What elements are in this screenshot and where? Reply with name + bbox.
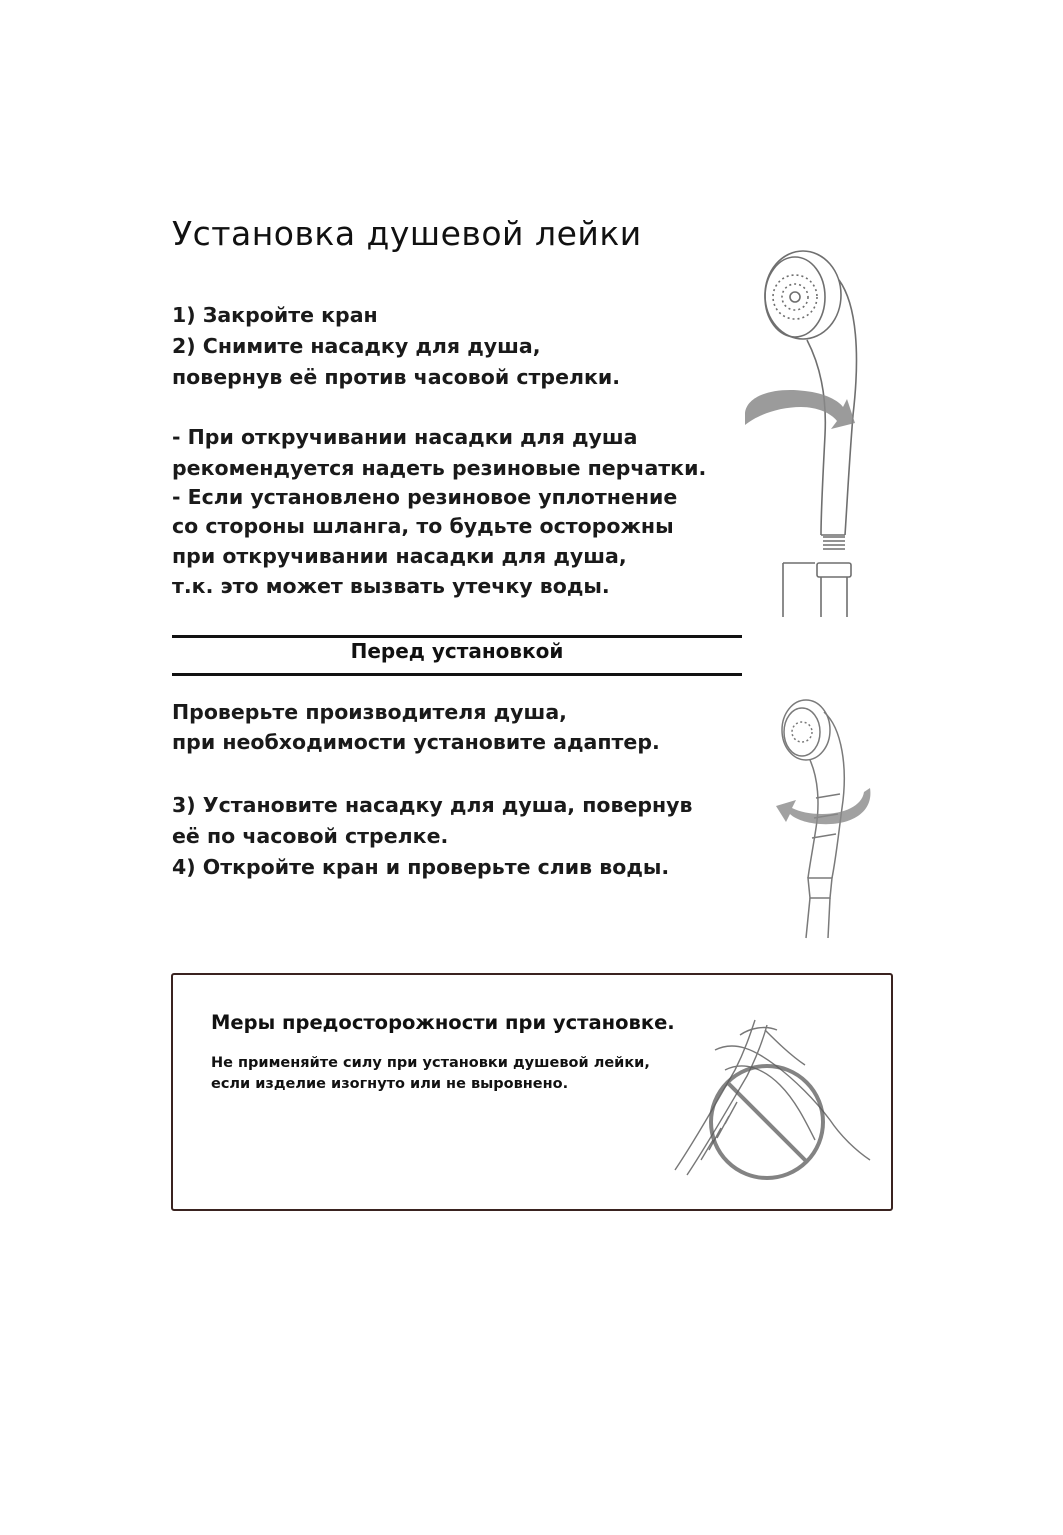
caution-line-2: если изделие изогнуто или не выровнено. (211, 1076, 569, 1092)
caution-line-1: Не применяйте силу при установки душевой лейки, (211, 1055, 650, 1071)
note-line-1: - При откручивании насадки для душа (172, 425, 638, 449)
step-3: 3) Установите насадку для душа, повернув (172, 793, 693, 817)
check-line-1: Проверьте производителя душа, (172, 700, 567, 724)
shower-head-unscrew-icon (735, 245, 875, 620)
note-line-5: при откручивании насадки для душа, (172, 544, 627, 568)
note-line-2: рекомендуется надеть резиновые перчатки. (172, 456, 707, 480)
divider-bottom (172, 673, 742, 676)
section-label: Перед установкой (350, 639, 564, 663)
caution-prohibition-icon (655, 1010, 885, 1200)
step-2: 2) Снимите насадку для душа, (172, 334, 541, 358)
step-3-cont: её по часовой стрелке. (172, 824, 449, 848)
divider-top (172, 635, 742, 638)
shower-head-install-icon (770, 688, 885, 948)
check-line-2: при необходимости установите адаптер. (172, 730, 660, 754)
step-1: 1) Закройте кран (172, 303, 378, 327)
note-line-3: - Если установлено резиновое уплотнение (172, 485, 678, 509)
page-title: Установка душевой лейки (172, 214, 642, 253)
step-2-cont: повернув её против часовой стрелки. (172, 365, 621, 389)
step-4: 4) Откройте кран и проверьте слив воды. (172, 855, 670, 879)
note-line-6: т.к. это может вызвать утечку воды. (172, 574, 610, 598)
note-line-4: со стороны шланга, то будьте осторожны (172, 514, 674, 538)
caution-title: Меры предосторожности при установке. (211, 1011, 675, 1034)
